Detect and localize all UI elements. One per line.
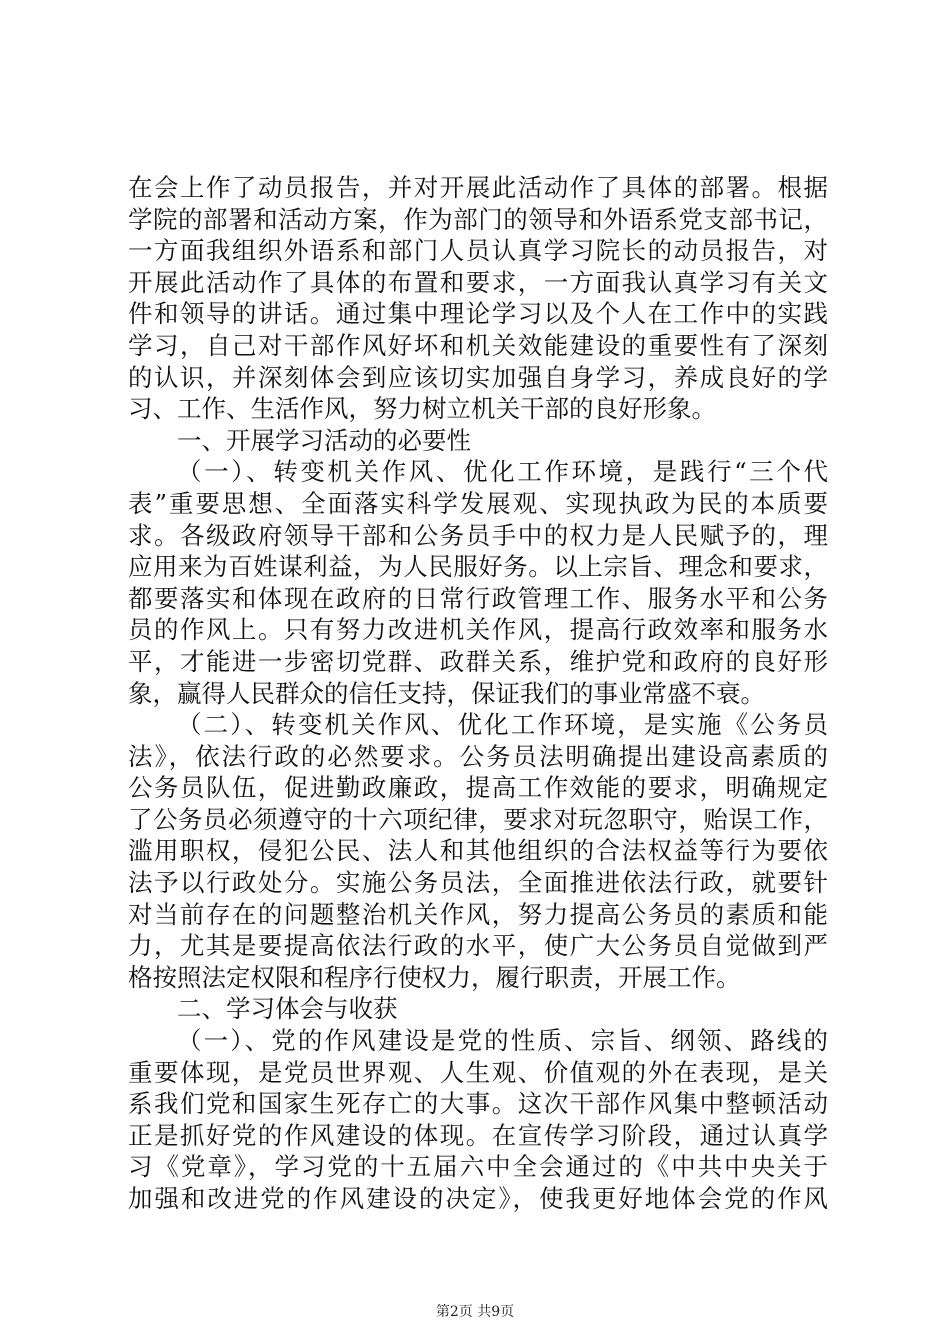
text-line: 件和领导的讲话。通过集中理论学习以及个人在工作中的实践 <box>128 299 828 329</box>
text-line: 都要落实和体现在政府的日常行政管理工作、服务水平和公务 <box>128 583 828 613</box>
text-line: 表”重要思想、全面落实科学发展观、实现执政为民的本质要 <box>128 488 828 518</box>
text-line: 学习，自己对干部作风好坏和机关效能建设的重要性有了深刻 <box>128 330 828 360</box>
text-line: 的认识，并深刻体会到应该切实加强自身学习，养成良好的学 <box>128 362 828 392</box>
text-line: 开展此活动作了具体的布置和要求，一方面我认真学习有关文 <box>128 267 828 297</box>
section-heading: 二、学习体会与收获 <box>177 994 398 1024</box>
text-line: 求。各级政府领导干部和公务员手中的权力是人民赋予的，理 <box>128 520 828 550</box>
text-line: 格按照法定权限和程序行使权力，履行职责，开展工作。 <box>128 962 741 992</box>
text-line: 平，才能进一步密切党群、政群关系，维护党和政府的良好形 <box>128 646 828 676</box>
text-line: 应用来为百姓谋利益，为人民服好务。以上宗旨、理念和要求， <box>128 552 828 582</box>
text-line: 法予以行政处分。实施公务员法，全面推进依法行政，就要针 <box>128 868 828 898</box>
text-line: 对当前存在的问题整治机关作风，努力提高公务员的素质和能 <box>128 899 828 929</box>
text-line: （一）、转变机关作风、优化工作环境，是践行“三个代 <box>177 457 828 487</box>
page-footer: 第2页 共9页 <box>435 1304 515 1320</box>
text-line: 正是抓好党的作风建设的体现。在宣传学习阶段，通过认真学 <box>128 1120 828 1150</box>
text-line: 一方面我组织外语系和部门人员认真学习院长的动员报告，对 <box>128 236 828 266</box>
text-line: 习《党章》，学习党的十五届六中全会通过的《中共中央关于 <box>128 1152 828 1182</box>
text-line: （一）、党的作风建设是党的性质、宗旨、纲领、路线的 <box>177 1026 828 1056</box>
text-line: 法》，依法行政的必然要求。公务员法明确提出建设高素质的 <box>128 741 828 771</box>
text-line: 在会上作了动员报告，并对开展此活动作了具体的部署。根据 <box>128 173 828 202</box>
text-line: 了公务员必须遵守的十六项纪律，要求对玩忽职守，贻误工作， <box>128 804 828 834</box>
text-line: 重要体现，是党员世界观、人生观、价值观的外在表现，是关 <box>128 1057 828 1087</box>
text-line: （二）、转变机关作风、优化工作环境，是实施《公务员 <box>177 710 828 740</box>
section-heading: 一、开展学习活动的必要性 <box>177 425 471 455</box>
text-line: 员的作风上。只有努力改进机关作风，提高行政效率和服务水 <box>128 615 828 645</box>
text-line: 加强和改进党的作风建设的决定》，使我更好地体会党的作风 <box>128 1184 828 1213</box>
body-text <box>128 172 828 1215</box>
text-line: 习、工作、生活作风，努力树立机关干部的良好形象。 <box>128 394 716 424</box>
text-line: 系我们党和国家生死存亡的大事。这次干部作风集中整顿活动 <box>128 1089 828 1119</box>
text-line: 公务员队伍，促进勤政廉政，提高工作效能的要求，明确规定 <box>128 773 828 803</box>
text-line: 力，尤其是要提高依法行政的水平，使广大公务员自觉做到严 <box>128 931 828 961</box>
text-line: 学院的部署和活动方案，作为部门的领导和外语系党支部书记， <box>128 204 828 234</box>
text-line: 滥用职权，侵犯公民、法人和其他组织的合法权益等行为要依 <box>128 836 828 866</box>
text-line: 象，赢得人民群众的信任支持，保证我们的事业常盛不衰。 <box>128 678 765 708</box>
